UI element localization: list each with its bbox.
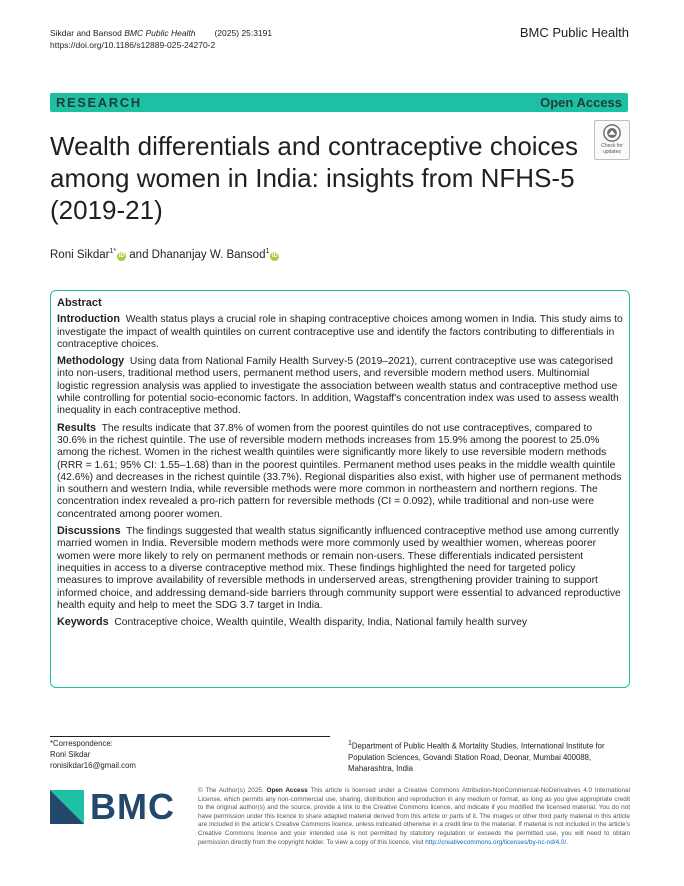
section-text: Contraceptive choice, Wealth quintile, Wealth disparity, India, National family health survey xyxy=(114,617,527,629)
abstract-introduction xyxy=(57,313,623,351)
check-updates-icon xyxy=(603,124,621,142)
correspondence-email[interactable]: ronisikdar16@gmail.com xyxy=(50,761,136,770)
section-text: Using data from National Family Health Survey-5 (2019–2021), current contraceptive use was categorised into non-users, traditional method users, permanent method users, and reversible modern method users. Multinomial logistic regression analysis was applied to investigate the association between wealth status and contraceptive method use while controlling for potential socio-economic factors. In addition, Wagstaff's concentration index was used to assess wealth inequality in each contraceptive method. xyxy=(57,356,619,417)
abstract-box xyxy=(50,290,630,688)
orcid-icon[interactable]: iD xyxy=(271,252,278,259)
check-updates-line2: updates xyxy=(603,149,621,155)
section-text: The results indicate that 37.8% of women from the poorest quintiles do not use contraceptives, compared to 30.6% in the richest quintile. The use of reversible modern methods increases from 15.9% among the poorest to 25.0% among the richest. Women in the richest wealth quintiles were significantly more likely to use reversible modern methods (RRR = 1.61; 95% CI: 1.55–1.68) than in the poorest quintiles. Permanent method uses peaks in the middle wealth quintile (42.6%) and decreases in the richest quintile (33.7%). Regional disparities also exist, with higher use of permanent methods in southern and western India, while reversible methods were more common in northeastern and northern regions. The concentration index revealed a pro-rich pattern for reversible methods (CI = 0.092), while traditional and non-use were concentrated among poorer women. xyxy=(57,422,622,520)
affiliation-number: 1 xyxy=(348,740,352,747)
article-type-label: RESEARCH xyxy=(56,95,142,110)
cite-authors: Sikdar and Bansod xyxy=(50,28,122,38)
orcid-icon[interactable]: iD xyxy=(118,252,125,259)
bmc-logo xyxy=(50,786,182,830)
license-open-access: Open Access xyxy=(266,787,308,794)
bmc-mark-icon xyxy=(50,790,84,824)
author-list xyxy=(50,248,279,261)
author-2-name[interactable]: Dhananjay W. Bansod xyxy=(151,248,266,261)
abstract-discussions xyxy=(57,525,623,612)
section-label: Discussions xyxy=(57,525,121,538)
abstract-results xyxy=(57,422,623,521)
license-prefix: © The Author(s) 2025. xyxy=(198,787,264,794)
author-connector: and xyxy=(129,248,149,261)
bmc-logo-text: BMC xyxy=(90,786,175,827)
author-1-name[interactable]: Roni Sikdar xyxy=(50,248,110,261)
citation-header xyxy=(50,27,272,51)
doi-link[interactable]: https://doi.org/10.1186/s12889-025-24270-2 xyxy=(50,40,216,50)
abstract-methodology xyxy=(57,355,623,417)
license-link[interactable]: http://creativecommons.org/licenses/by-nc-nd/4.0/. xyxy=(425,838,569,846)
cite-journal: BMC Public Health xyxy=(124,28,196,38)
check-for-updates-button[interactable] xyxy=(594,120,630,160)
section-label: Introduction xyxy=(57,313,120,326)
license-body: This article is licensed under a Creative Commons Attribution-NonCommercial-NoDerivatives 4.0 International License, which permits any non-commercial use, sharing, distribution and reproduction in any medium or format, as long as you give appropriate credit to the original author(s) and the source, provide a link to the Creative Commons licence, and indicate if you modified the licensed material. You do not have permission under this licence to share adapted material derived from this article or parts of it. The images or other third party material in this article are included in the article's Creative Commons licence, unless indicated otherwise in a credit line to the material. If material is not included in the article's Creative Commons licence and your intended use is not permitted by statutory regulation or exceeds the permitted use, you will need to obtain permission directly from the copyright holder. To view a copy of this licence, visit xyxy=(198,787,630,846)
correspondence-name: Roni Sikdar xyxy=(50,750,91,759)
research-band xyxy=(50,93,628,112)
section-text: Wealth status plays a crucial role in shaping contraceptive choices among women in India. This study aims to investigate the impact of wealth quintiles on current contraceptive use and identify the factors contributing to differentials in contraceptive choices. xyxy=(57,314,623,350)
affiliation-text: Department of Public Health & Mortality Studies, International Institute for Population Sciences, Govandi Station Road, Deonar, Mumbai 400088, Maharashtra, India xyxy=(348,741,605,773)
abstract-heading: Abstract xyxy=(57,297,102,309)
author-2-affiliation: 1 xyxy=(265,248,270,255)
journal-name: BMC Public Health xyxy=(519,25,629,40)
correspondence-footnote xyxy=(50,738,136,771)
abstract-keywords xyxy=(57,616,623,629)
correspondence-label: *Correspondence: xyxy=(50,739,113,748)
open-access-label: Open Access xyxy=(540,95,622,110)
license-notice xyxy=(198,787,630,847)
section-text: The findings suggested that wealth status significantly influenced contraceptive method use among currently married women in India. Reversible modern methods were more commonly used by wealthier women, whereas poorer women were more likely to rely on permanent methods or remain non-users. These differentials indicated persistent inequities in access to a diverse contraceptive method mix. These findings highlighted the need for targeted policy measures to improve availability of reversible methods in underserved areas, strengthening provider training to support informed choice, and addressing demand-side barriers through community support were essential to advanced reproductive health equity and help to meet the SDG 3.7 target in India. xyxy=(57,526,621,611)
section-label: Methodology xyxy=(57,355,125,368)
article-title: Wealth differentials and contraceptive choices among women in India: insights from NFHS-5 (2019-21) xyxy=(50,131,579,225)
author-1-affiliation: 1* xyxy=(109,248,117,255)
section-label: Keywords xyxy=(57,616,109,629)
footnote-divider xyxy=(50,736,330,737)
check-updates-line1: Check for xyxy=(601,143,623,149)
citation-line xyxy=(50,27,272,39)
cite-year-volume: (2025) 25:3191 xyxy=(214,28,273,38)
affiliation-footnote xyxy=(348,738,628,774)
section-label: Results xyxy=(57,421,97,434)
